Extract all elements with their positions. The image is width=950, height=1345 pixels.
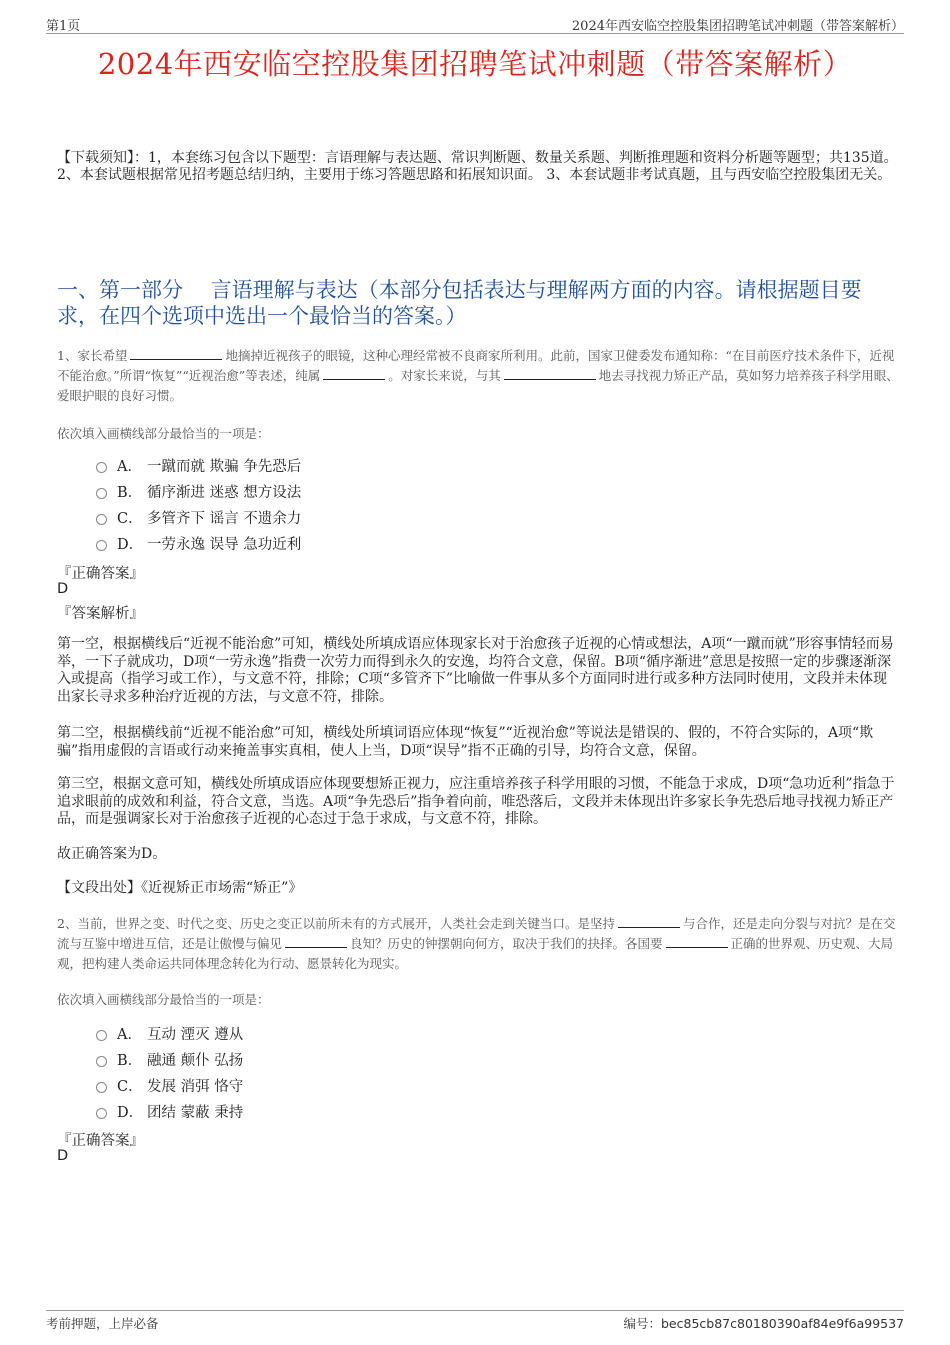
q1-blank-1 — [130, 347, 222, 360]
download-notice: 【下载须知】：1，本套练习包含以下题型：言语理解与表达题、常识判断题、数量关系题、判断推理题和资料分析题等题型；共135道。 2、本套试题根据常见招考题总结归纳，主要用于练习答题思路和拓展知识面。 3、本套试题非考试真题，且与西安临空控股集团无关。 — [57, 150, 898, 183]
q1-text-3: 。对家长来说，与其 — [388, 368, 501, 383]
radio-icon[interactable] — [96, 514, 107, 525]
question-1-stem — [57, 346, 899, 406]
q2-options — [96, 1020, 243, 1124]
q1-analysis-para-3: 第三空，根据文意可知，横线处所填成语应体现要想矫正视力，应注重培养孩子科学用眼的习惯，不能急于求成，D项“急功近利”指急于追求眼前的成效和利益，符合文意，当选。A项“争先恐后”指争着向前，唯恐落后，文段并未体现出许多家长争先恐后地寻找视力矫正产品，而是强调家长对于治愈孩子近视的心态过于急于求成，与文意不符，排除。 — [57, 776, 895, 828]
header-doc-title: 2024年西安临空控股集团招聘笔试冲刺题（带答案解析） — [571, 19, 904, 34]
q1-analysis-label: 『答案解析』 — [57, 606, 144, 622]
radio-icon[interactable] — [96, 1030, 107, 1041]
q1-answer: D — [57, 581, 69, 597]
q1-option-d[interactable]: D． 一劳永逸 误导 急功近利 — [96, 530, 301, 556]
q2-text-3: 良知？历史的钟摆朝向何方，取决于我们的抉择。各国要 — [350, 936, 663, 951]
q2-text-2: 与合作，还是走向分裂与对抗？是在交流与互鉴中增进互信，还是让傲慢与偏见 — [57, 916, 896, 951]
q2-text-1: 2、当前，世界之变、时代之变、历史之变正以前所未有的方式展开，人类社会走到关键当口。是坚持 — [57, 916, 615, 931]
q1-source: 【文段出处】《近视矫正市场需“矫正”》 — [57, 880, 303, 896]
q2-option-a[interactable]: A． 互动 湮灭 遵从 — [96, 1020, 243, 1046]
q2-blank-3 — [666, 935, 728, 948]
q1-answer-label: 『正确答案』 — [57, 566, 144, 582]
radio-icon[interactable] — [96, 1056, 107, 1067]
q1-options — [96, 452, 301, 556]
q1-option-b[interactable]: B． 循序渐进 迷惑 想方设法 — [96, 478, 301, 504]
q1-analysis-para-2: 第二空，根据横线前“近视不能治愈”可知，横线处所填词语应体现“恢复”“近视治愈”等说法是错误的、假的，不符合实际的，A项“欺骗”指用虚假的言语或行动来掩盖事实真相，使人上当，D项“误导”指不正确的引导，均符合文意，保留。 — [57, 725, 874, 759]
section-heading: 一、第一部分 言语理解与表达（本部分包括表达与理解两方面的内容。请根据题目要求，在四个选项中选出一个最恰当的答案。） — [57, 278, 862, 328]
header-page-number: 第1页 — [46, 19, 81, 34]
radio-icon[interactable] — [96, 1108, 107, 1119]
q1-text-1: 1、家长希望 — [57, 348, 128, 363]
radio-icon[interactable] — [96, 462, 107, 473]
q2-answer-label: 『正确答案』 — [57, 1133, 144, 1149]
q1-prompt: 依次填入画横线部分最恰当的一项是： — [57, 426, 270, 441]
radio-icon[interactable] — [96, 1082, 107, 1093]
q1-blank-2 — [323, 367, 385, 380]
q2-option-c[interactable]: C． 发展 消弭 恪守 — [96, 1072, 243, 1098]
radio-icon[interactable] — [96, 488, 107, 499]
footer-code — [623, 1314, 904, 1332]
q2-option-d[interactable]: D． 团结 蒙蔽 秉持 — [96, 1098, 243, 1124]
q1-text-4: 地去寻找视力矫正产品，莫如努力培养孩子科学用眼、爱眼护眼的良好习惯。 — [57, 368, 899, 403]
q2-blank-1 — [618, 915, 680, 928]
footer-code-value: bec85cb87c80180390af84e9f6a99537 — [661, 1316, 904, 1331]
radio-icon[interactable] — [96, 540, 107, 551]
q2-answer: D — [57, 1148, 69, 1164]
header-divider — [46, 33, 904, 34]
q2-blank-2 — [285, 935, 347, 948]
page-title: 2024年西安临空控股集团招聘笔试冲刺题（带答案解析） — [97, 47, 853, 81]
q2-prompt: 依次填入画横线部分最恰当的一项是： — [57, 992, 270, 1007]
q2-option-b[interactable]: B． 融通 颠仆 弘扬 — [96, 1046, 243, 1072]
q2-text-4: 正确的世界观、历史观、大局观，把构建人类命运共同体理念转化为行动、愿景转化为现实。 — [57, 936, 894, 971]
q1-option-c[interactable]: C． 多管齐下 谣言 不遗余力 — [96, 504, 301, 530]
q1-analysis-para-1: 第一空，根据横线后“近视不能治愈”可知，横线处所填成语应体现家长对于治愈孩子近视的心情或想法，A项“一蹴而就”形容事情轻而易举，一下子就成功，D项“一劳永逸”指费一次劳力而得到永久的安逸，均符合文意，保留。B项“循序渐进”意思是按照一定的步骤逐渐深入或提高（指学习或工作），与文意不符，排除；C项“多管齐下”比喻做一件事从多个方面同时进行或多种方法同时使用，文段并未体现出家长寻求多种治疗近视的方法，与文意不符，排除。 — [57, 636, 894, 705]
footer-divider — [46, 1310, 904, 1311]
q1-blank-3 — [504, 367, 596, 380]
q1-option-a[interactable]: A． 一蹴而就 欺骗 争先恐后 — [96, 452, 301, 478]
footer-slogan: 考前押题，上岸必备 — [46, 1316, 159, 1331]
q1-conclusion: 故正确答案为D。 — [57, 846, 167, 862]
question-2-stem — [57, 914, 899, 974]
q1-text-2: 地摘掉近视孩子的眼镜，这种心理经常被不良商家所利用。此前，国家卫健委发布通知称：“在目前医疗技术条件下，近视不能治愈。”所谓“恢复”“近视治愈”等表述，纯属 — [57, 348, 895, 383]
footer-code-label: 编号： — [623, 1316, 661, 1331]
